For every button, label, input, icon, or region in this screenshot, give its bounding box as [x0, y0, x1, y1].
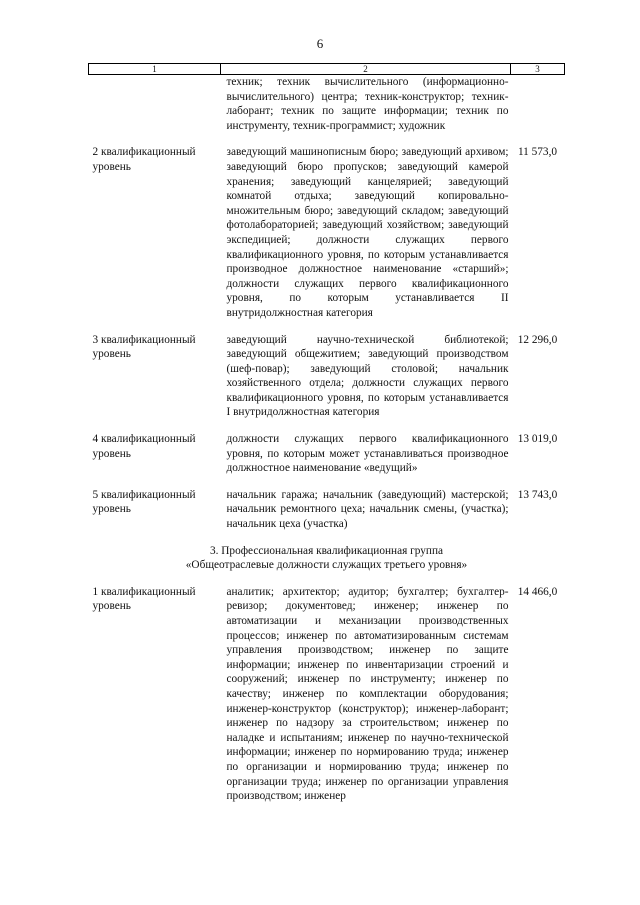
level-cell	[89, 75, 221, 134]
salary-value: 11 573,0	[517, 146, 558, 159]
value-cell	[511, 75, 565, 134]
salary-value: 14 466,0	[517, 585, 558, 598]
group-title-line-2: «Общеотраслевые должности служащих третьего уровня»	[185, 559, 468, 572]
salary-value: 13 743,0	[517, 488, 558, 501]
qualification-level: 5 квалификационный уровень	[92, 488, 196, 516]
table-row	[89, 488, 565, 532]
header-col-1: 1	[89, 64, 221, 75]
position-list: должности служащих первого квалификационного уровня, по которым может устанавливаться производное должностное наименование «ведущий»	[226, 433, 509, 475]
qualification-level: 3 квалификационный уровень	[92, 333, 196, 361]
table-row	[89, 585, 565, 804]
page-number: 6	[316, 36, 324, 51]
table-header-row	[89, 64, 565, 75]
position-list: заведующий машинописным бюро; заведующий архивом; заведующий бюро пропусков; заведующий камерой хранения; заведующий канцелярией; заведующий комнатой отдыха; заведующий копировально-множительным бюро; заведующий складом; заведующий фотолабораторией; заведующий хозяйством; заведующий экспедицией; должности служащих первого квалификационного уровня, по которым устанавливается производное должностное наименование «старший»; должности служащих первого квалификационного уровня, по которым устанавливается II внутридолжностная категория	[226, 146, 509, 319]
group-title-line-1: 3. Профессиональная квалификационная группа	[209, 544, 444, 557]
table-row	[89, 75, 565, 134]
group-title-row	[89, 544, 565, 573]
salary-value: 13 019,0	[517, 433, 558, 446]
table-row	[89, 145, 565, 320]
salary-table	[88, 63, 565, 804]
qualification-level: 1 квалификационный уровень	[92, 585, 196, 613]
qualification-level: 2 квалификационный уровень	[92, 146, 196, 173]
table-row	[89, 432, 565, 476]
qualification-level: 4 квалификационный уровень	[92, 433, 196, 460]
header-col-3: 3	[511, 64, 565, 75]
position-list: начальник гаража; начальник (заведующий) мастерской; начальник ремонтного цеха; начальник смены, (участка); начальник цеха (участка)	[226, 488, 509, 531]
position-list: заведующий научно-технической библиотекой; заведующий общежитием; заведующий производством (шеф-повар); заведующий столовой; начальник хозяйственного отдела; должности служащих первого квалификационного уровня, по которым устанавливается I внутридолжностная категория	[226, 333, 509, 419]
continuation-text: техник; техник вычислительного (информационно-вычислительного) центра; техник-конструктор; техник-лаборант; техник по защите информации; техник по инструменту, техник-программист; художник	[226, 76, 509, 132]
group-title	[89, 544, 565, 573]
position-list: аналитик; архитектор; аудитор; бухгалтер; бухгалтер-ревизор; документовед; инженер; инженер по автоматизации и механизации производственных процессов; инженер по автоматизированным системам управления производством; инженер по защите информации; инженер по инвентаризации строений и сооружений; инженер по инструменту; инженер по качеству; инженер по комплектации оборудования; инженер-конструктор (конструктор); инженер-лаборант; инженер по надзору за строительством; инженер по наладке и испытаниям; инженер по научно-технической информации; инженер по нормированию труда; инженер по организации и нормированию труда; инженер по организации труда; инженер по организации управления производством; инженер	[226, 585, 509, 803]
header-col-2: 2	[221, 64, 511, 75]
table-row	[89, 333, 565, 421]
salary-value: 12 296,0	[517, 333, 558, 346]
